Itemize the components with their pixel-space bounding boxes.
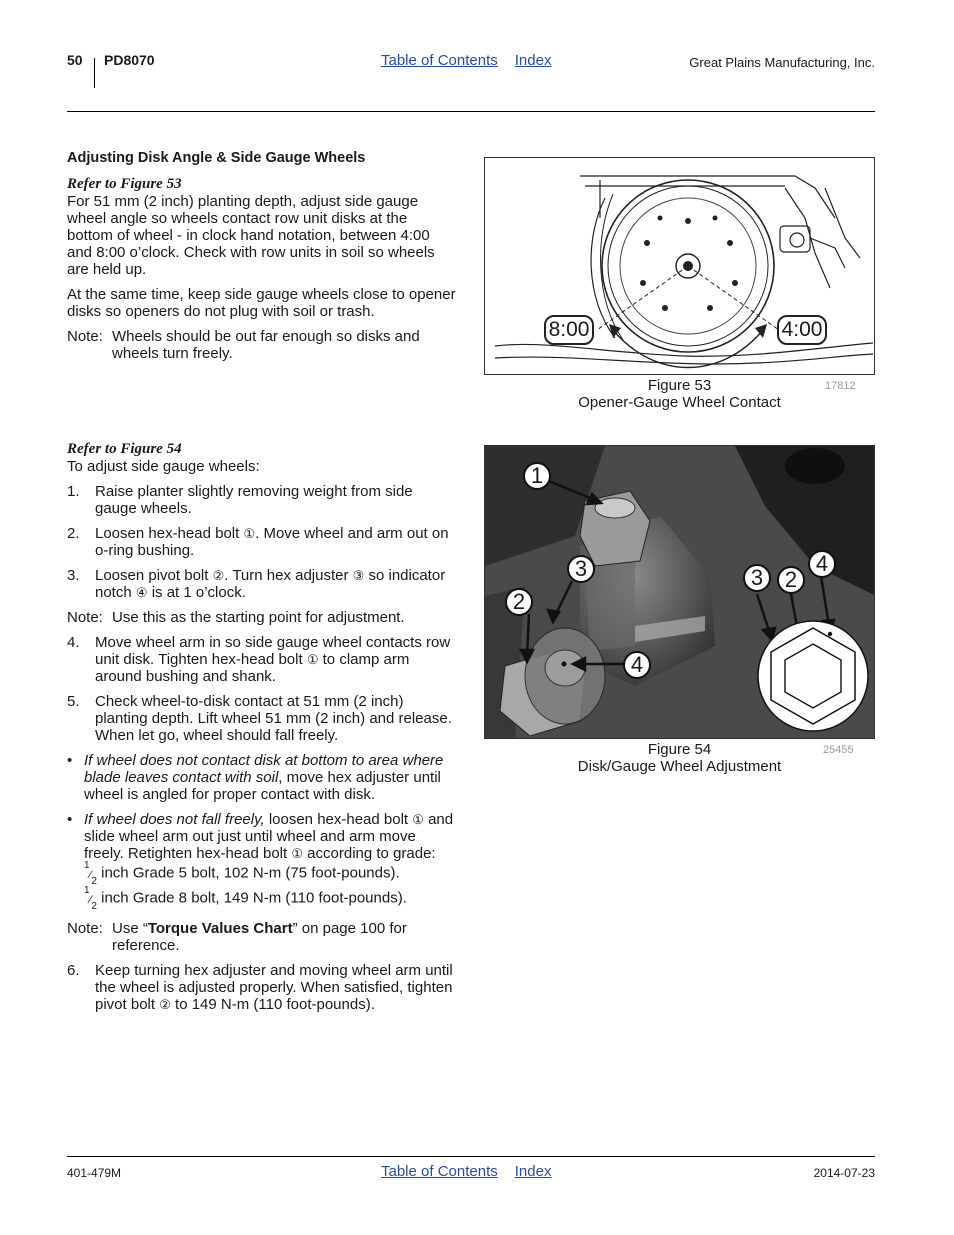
figure-54-image	[484, 445, 875, 739]
step-6: 6. Keep turning hex adjuster and moving wheel arm until the wheel is adjusted properly. When satisfied, tighten pivot bolt ② to 149 N-m (110 foot-pounds).	[67, 961, 453, 1013]
callout-ref: ④	[135, 585, 148, 600]
callout-3-inset: 3	[743, 564, 771, 592]
bullet-contact-disk: • If wheel does not contact disk at bottom to area where blade leaves contact with soil, move hex adjuster until wheel is angled for proper contact with disk.	[67, 752, 444, 803]
callout-ref: ①	[291, 846, 304, 861]
paragraph: At the same time, keep side gauge wheels close to opener disks so openers do not plug with soil or trash.	[67, 286, 456, 320]
figure-54-caption: Figure 54 Disk/Gauge Wheel Adjustment	[577, 741, 782, 775]
callout-ref: ①	[306, 652, 319, 667]
footer-nav	[381, 1163, 551, 1180]
section-heading: Adjusting Disk Angle & Side Gauge Wheels	[67, 150, 366, 166]
doc-date: 2014-07-23	[813, 1166, 875, 1180]
refer-figure-53: Refer to Figure 53	[67, 176, 182, 192]
company-name: Great Plains Manufacturing, Inc.	[689, 55, 875, 70]
step-4: 4. Move wheel arm in so side gauge wheel contacts row unit disk. Tighten hex-head bolt ① to clamp arm around bushing and shank.	[67, 634, 451, 685]
header-rule	[67, 111, 875, 112]
note: Note: Use this as the starting point for adjustment.	[67, 609, 405, 626]
step-5: 5. Check wheel-to-disk contact at 51 mm (2 inch) planting depth. Lift wheel 51 mm (2 inch) and release. When let go, wheel should fall freely.	[67, 693, 452, 744]
note-torque: Note: Use “Torque Values Chart” on page 100 for reference.	[67, 919, 407, 954]
callout-ref: ②	[212, 568, 225, 583]
callout-1: 1	[523, 462, 551, 490]
bolt-adjuster-photo	[485, 446, 875, 739]
section-disk-angle	[67, 150, 457, 370]
callout-ref: ①	[412, 812, 424, 827]
fraction: $^1⁄_2$	[84, 860, 97, 887]
clock-label-4: 4:00	[777, 315, 827, 345]
callout-ref: ①	[243, 526, 256, 541]
section-adjust-gauge-wheels	[67, 441, 457, 1021]
footer-rule	[67, 1156, 875, 1157]
index-link[interactable]: Index	[514, 52, 552, 69]
callout-2: 2	[505, 588, 533, 616]
figure-53-image	[484, 157, 875, 375]
step-3: 3. Loosen pivot bolt ②. Turn hex adjuster ③ so indicator notch ④ is at 1 o’clock.	[67, 567, 446, 601]
callout-3: 3	[567, 555, 595, 583]
figure-53-caption: Figure 53 Opener-Gauge Wheel Contact	[578, 377, 781, 411]
bullet-fall-freely: • If wheel does not fall freely, loosen hex-head bolt ① and slide wheel arm out just until wheel and arm move freely. Retighten hex-head bolt ① according to grade: $^1⁄_2$ inch Grade 5 bolt, 102 N-m (75 foot-pounds). $^1⁄_2$ inch Grade 8 bolt, 149 N-m (110 foot-pounds).	[67, 811, 454, 912]
callout-ref: ③	[352, 568, 365, 583]
figure-53-id: 17812	[825, 380, 856, 392]
note	[67, 328, 457, 362]
figure-54-id: 25455	[823, 744, 854, 756]
step-1: 1. Raise planter slightly removing weight from side gauge wheels.	[67, 483, 413, 517]
paragraph: For 51 mm (2 inch) planting depth, adjust side gauge wheel angle so wheels contact row unit disks at the bottom of wheel - in clock hand notation, between 4:00 and 8:00 o’clock. Check with row units in soil so wheels are held up.	[67, 193, 435, 278]
fraction: $^1⁄_2$	[84, 884, 97, 912]
header-nav	[381, 52, 551, 69]
index-link[interactable]: Index	[514, 1163, 552, 1180]
callout-ref: ②	[159, 996, 171, 1012]
torque-chart-link[interactable]: Torque Values Chart	[147, 919, 293, 937]
paragraph: To adjust side gauge wheels:	[67, 458, 260, 475]
header-divider	[94, 58, 95, 88]
toc-link[interactable]: Table of Contents	[381, 1163, 498, 1180]
clock-label-8: 8:00	[544, 315, 594, 345]
model-name: PD8070	[104, 52, 155, 68]
page-header	[67, 52, 875, 88]
note-text: Wheels should be out far enough so disks and wheels turn freely.	[112, 328, 420, 362]
callout-2-inset: 2	[777, 566, 805, 594]
toc-link[interactable]: Table of Contents	[381, 52, 498, 69]
callout-4: 4	[623, 651, 651, 679]
doc-number: 401-479M	[67, 1166, 122, 1180]
callout-4-inset: 4	[808, 550, 836, 578]
page-number: 50	[67, 52, 83, 68]
refer-figure-54: Refer to Figure 54	[67, 441, 182, 457]
note-label: Note:	[67, 328, 103, 345]
step-2: 2. Loosen hex-head bolt ①. Move wheel and arm out on o-ring bushing.	[67, 525, 449, 559]
